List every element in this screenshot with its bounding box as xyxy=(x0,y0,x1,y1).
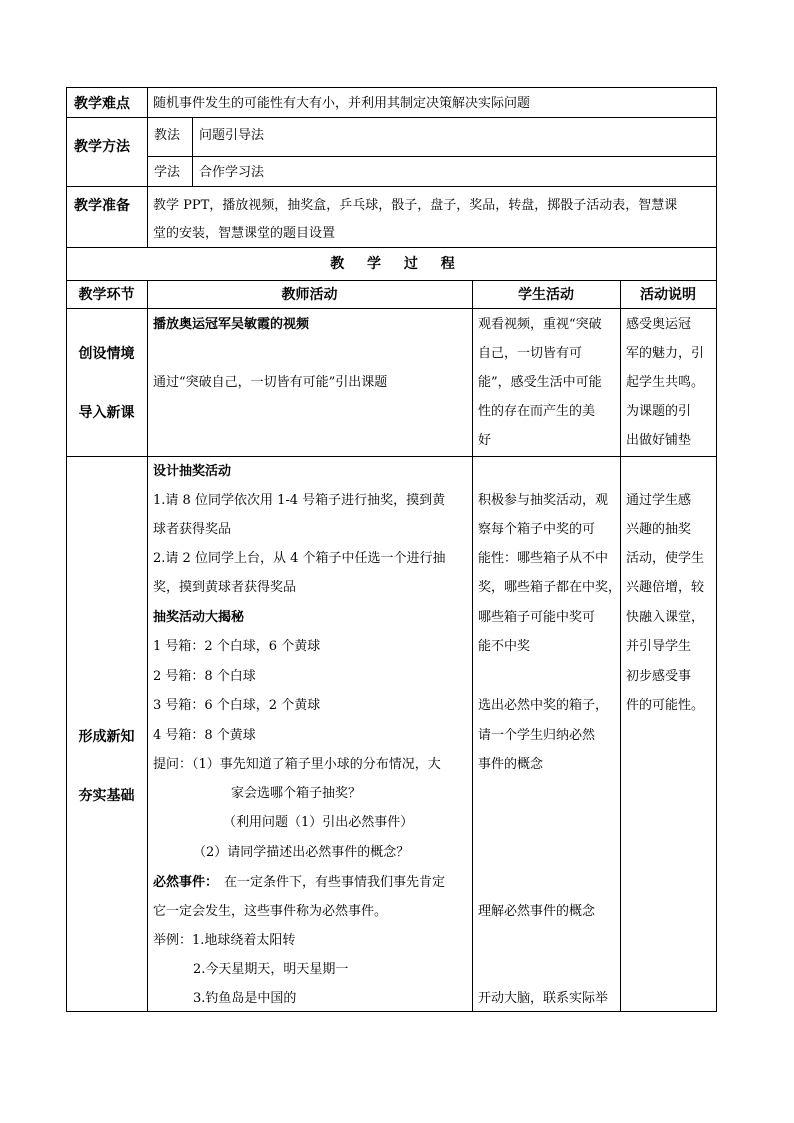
teacher-line: （利用问题（1）引出必然事件） xyxy=(223,815,414,830)
teacher-line: 1 号箱：2 个白球，6 个黄球 xyxy=(153,639,321,654)
student-line: 开动大脑，联系实际举 xyxy=(478,991,609,1006)
header-teacher: 教师活动 xyxy=(281,287,338,303)
section1-student-line: 自己，一切皆有可 xyxy=(478,346,583,361)
teach-method-label: 教法 xyxy=(154,128,181,143)
difficulty-content: 随机事件发生的可能性有大有小，并利用其制定决策解决实际问题 xyxy=(153,96,531,111)
section1-student-line: 观看视频，重视“突破 xyxy=(478,317,602,332)
section1-note-line: 为课题的引 xyxy=(626,404,692,419)
prep-label: 教学准备 xyxy=(74,198,130,214)
student-line: 能性：哪些箱子从不中 xyxy=(478,551,609,566)
teacher-line: 提问：（1）事先知道了箱子里小球的分布情况，大 xyxy=(153,757,441,772)
teacher-line: 3 号箱：6 个白球，2 个黄球 xyxy=(153,698,321,713)
teacher-line: 举例：1.地球绕着太阳转 xyxy=(153,933,296,948)
student-line: 积极参与抽奖活动，观 xyxy=(478,493,609,508)
note-line: 并引导学生 xyxy=(626,639,692,654)
learn-method-label: 学法 xyxy=(154,165,181,180)
note-line: 初步感受事 xyxy=(626,669,692,684)
teacher-line: 在一定条件下，有些事情我们事先肯定 xyxy=(224,875,446,890)
teacher-line: 它一定会发生，这些事件称为必然事件。 xyxy=(153,904,388,919)
teacher-line: 2.请 2 位同学上台，从 4 个箱子中任选一个进行抽 xyxy=(153,551,446,566)
teacher-line: 3.钓鱼岛是中国的 xyxy=(193,991,297,1006)
section1-teacher-bold: 播放奥运冠军吴敏霞的视频 xyxy=(153,317,310,332)
section1-note-line: 出做好铺垫 xyxy=(626,433,692,448)
section1-student-line: 好 xyxy=(478,433,492,448)
student-line: 奖，哪些箱子都在中奖， xyxy=(478,580,622,595)
note-line: 活动，使学生 xyxy=(626,551,705,566)
student-line: 请一个学生归纳必然 xyxy=(478,728,596,743)
teacher-line: 2.今天星期天，明天星期一 xyxy=(193,962,349,977)
section2-stage-line2: 夯实基础 xyxy=(78,788,135,804)
note-line: 快融入课堂， xyxy=(626,610,705,625)
teacher-heading: 设计抽奖活动 xyxy=(153,464,232,479)
difficulty-label: 教学难点 xyxy=(74,96,130,112)
student-line: 察每个箱子中奖的可 xyxy=(478,522,596,537)
note-line: 兴趣的抽奖 xyxy=(626,522,692,537)
teacher-line: （2）请同学描述出必然事件的概念？ xyxy=(193,845,410,860)
section1-student-line: 性的存在而产生的美 xyxy=(478,404,596,419)
section2-stage-line1: 形成新知 xyxy=(78,729,135,745)
section1-stage-line2: 导入新课 xyxy=(78,405,135,421)
teach-method-value: 问题引导法 xyxy=(199,128,265,143)
learn-method-value: 合作学习法 xyxy=(199,165,265,180)
header-student: 学生活动 xyxy=(518,287,574,303)
teacher-definition-label: 必然事件： xyxy=(153,875,219,890)
student-line: 事件的概念 xyxy=(478,757,544,772)
student-line: 选出必然中奖的箱子， xyxy=(478,698,609,713)
student-line: 哪些箱子可能中奖可 xyxy=(478,610,596,625)
teacher-heading: 抽奖活动大揭秘 xyxy=(153,610,245,625)
teacher-line: 4 号箱：8 个黄球 xyxy=(153,728,256,743)
section1-note-line: 起学生共鸣。 xyxy=(626,375,705,390)
prep-line-2: 堂的安装，智慧课堂的题目设置 xyxy=(153,226,336,241)
section1-student-line: 能”，感受生活中可能 xyxy=(478,375,602,390)
header-note: 活动说明 xyxy=(640,287,696,303)
student-line: 能不中奖 xyxy=(478,639,531,654)
teacher-line: 2 号箱：8 个白球 xyxy=(153,669,256,684)
note-line: 兴趣倍增，较 xyxy=(626,580,705,595)
teacher-line: 1.请 8 位同学依次用 1-4 号箱子进行抽奖，摸到黄 xyxy=(153,493,446,508)
method-label: 教学方法 xyxy=(74,139,130,155)
note-line: 件的可能性。 xyxy=(626,698,705,713)
teacher-line: 家会选哪个箱子抽奖？ xyxy=(231,786,362,801)
note-line: 通过学生感 xyxy=(626,493,692,508)
header-stage: 教学环节 xyxy=(78,287,135,303)
section1-note-line: 感受奥运冠 xyxy=(626,317,692,332)
teacher-line: 球者获得奖品 xyxy=(153,522,232,537)
section1-note-line: 军的魅力，引 xyxy=(626,346,705,361)
section1-teacher-line: 通过“突破自己，一切皆有可能”引出课题 xyxy=(153,375,388,390)
prep-line-1: 教学 PPT，播放视频，抽奖盒，乒乓球，骰子，盘子，奖品，转盘，掷骰子活动表，智慧课 xyxy=(153,198,678,213)
section1-stage-line1: 创设情境 xyxy=(78,346,135,362)
student-line: 理解必然事件的概念 xyxy=(478,904,596,919)
teacher-line: 奖，摸到黄球者获得奖品 xyxy=(153,580,297,595)
process-title: 教 学 过 程 xyxy=(330,256,464,272)
